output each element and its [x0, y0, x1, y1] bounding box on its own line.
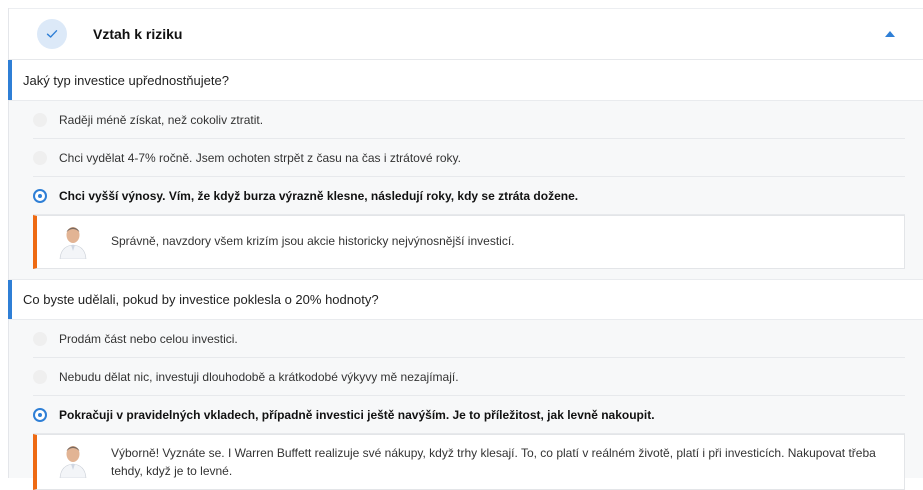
section-title: Vztah k riziku	[93, 26, 183, 42]
question-2-feedback	[33, 434, 905, 490]
radio-unchecked-icon[interactable]	[33, 151, 47, 165]
question-2-option-1[interactable]	[33, 320, 905, 358]
option-label: Raději méně získat, než cokoliv ztratit.	[59, 112, 264, 127]
question-1: Jaký typ investice upřednostňujete?	[9, 60, 923, 101]
feedback-text: Správně, navzdory všem krizím jsou akcie historicky nejvýnosnější investicí.	[111, 234, 515, 248]
checkmark-icon	[46, 29, 58, 39]
question-2-option-2[interactable]	[33, 358, 905, 396]
question-2-options	[9, 320, 923, 490]
question-1-feedback	[33, 215, 905, 269]
option-label: Chci vyšší výnosy. Vím, že když burza výrazně klesne, následují roky, kdy se ztráta dožene.	[59, 188, 579, 203]
collapse-arrow-icon[interactable]	[885, 31, 895, 37]
question-2-option-3[interactable]	[33, 396, 905, 434]
advisor-avatar	[57, 444, 89, 478]
risk-section-panel	[8, 8, 923, 478]
radio-unchecked-icon[interactable]	[33, 332, 47, 346]
question-1-options	[9, 101, 923, 269]
advisor-avatar	[57, 225, 89, 259]
option-label: Chci vydělat 4-7% ročně. Jsem ochoten strpět z času na čas i ztrátové roky.	[59, 150, 461, 165]
question-2: Co byste udělali, pokud by investice poklesla o 20% hodnoty?	[9, 279, 923, 320]
radio-checked-icon[interactable]	[33, 189, 47, 203]
radio-unchecked-icon[interactable]	[33, 370, 47, 384]
option-label: Prodám část nebo celou investici.	[59, 331, 238, 346]
question-1-option-2[interactable]	[33, 139, 905, 177]
section-header[interactable]	[9, 8, 923, 60]
question-1-option-3[interactable]	[33, 177, 905, 215]
question-1-option-1[interactable]	[33, 101, 905, 139]
feedback-text: Výborně! Vyznáte se. I Warren Buffett realizuje své nákupy, když trhy klesají. To, co platí v reálném životě, platí i při investicích. Nakupovat třeba tehdy, když je to levné.	[111, 446, 876, 478]
radio-unchecked-icon[interactable]	[33, 113, 47, 127]
option-label: Pokračuji v pravidelných vkladech, případně investici ještě navýším. Je to příležitost, jak levně nakoupit.	[59, 407, 655, 422]
completed-check-badge	[37, 19, 67, 49]
radio-checked-icon[interactable]	[33, 408, 47, 422]
option-label: Nebudu dělat nic, investuji dlouhodobě a krátkodobé výkyvy mě nezajímají.	[59, 369, 459, 384]
